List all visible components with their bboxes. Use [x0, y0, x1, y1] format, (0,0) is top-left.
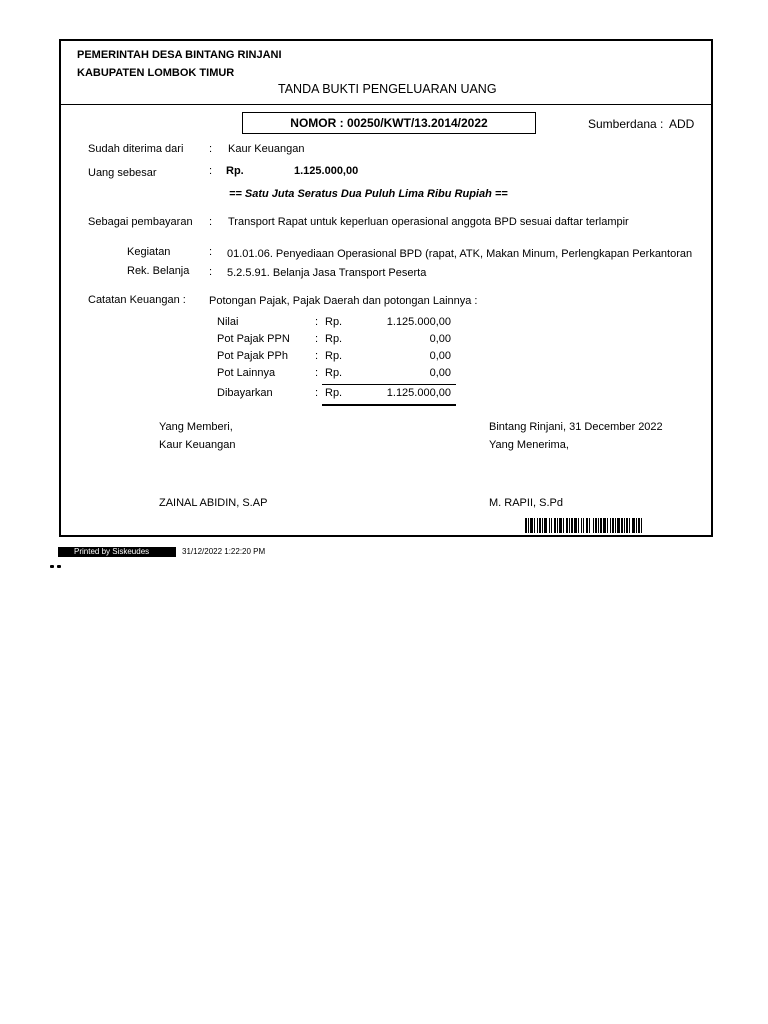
sumberdana-label: Sumberdana : — [588, 117, 664, 131]
regency-name: KABUPATEN LOMBOK TIMUR — [77, 67, 235, 79]
giver-name: ZAINAL ABIDIN, S.AP — [159, 497, 268, 509]
amount-label: Uang sebesar — [88, 167, 157, 179]
subtotal-rule — [322, 384, 456, 385]
payment-for-value: Transport Rapat untuk keperluan operasional anggota BPD sesuai daftar terlampir — [228, 216, 629, 228]
kegiatan-label: Kegiatan — [127, 246, 171, 258]
total-currency: Rp. — [325, 387, 343, 399]
rek-belanja-label: Rek. Belanja — [127, 265, 190, 277]
row-label: Pot Lainnya — [217, 367, 276, 379]
row-colon: : — [315, 333, 319, 345]
document-title: TANDA BUKTI PENGELUARAN UANG — [278, 82, 497, 96]
kegiatan-colon: : — [209, 246, 213, 258]
page-edge-mark — [50, 565, 64, 568]
catatan-label: Catatan Keuangan : — [88, 294, 186, 306]
row-amount: 1.125.000,00 — [386, 316, 451, 328]
printed-timestamp: 31/12/2022 1:22:20 PM — [182, 547, 266, 556]
row-currency: Rp. — [325, 333, 343, 345]
row-currency: Rp. — [325, 316, 343, 328]
row-label: Pot Pajak PPN — [217, 333, 290, 345]
received-from-label: Sudah diterima dari — [88, 143, 184, 155]
catatan-description: Potongan Pajak, Pajak Daerah dan potongan Lainnya : — [209, 295, 478, 307]
payment-for-label: Sebagai pembayaran — [88, 216, 193, 228]
row-amount: 0,00 — [429, 350, 451, 362]
barcode — [525, 518, 699, 533]
place-date: Bintang Rinjani, 31 December 2022 — [489, 421, 663, 433]
row-label: Nilai — [217, 316, 239, 328]
total-colon: : — [315, 387, 319, 399]
row-amount: 0,00 — [429, 367, 451, 379]
total-label: Dibayarkan — [217, 387, 273, 399]
receiver-title: Yang Menerima, — [489, 439, 569, 451]
giver-position: Kaur Keuangan — [159, 439, 236, 451]
received-from-colon: : — [209, 143, 213, 155]
row-colon: : — [315, 350, 319, 362]
total-rule — [322, 404, 456, 406]
received-from-value: Kaur Keuangan — [228, 143, 305, 155]
printed-by-label: Printed by Siskeudes — [58, 547, 176, 557]
amount-currency: Rp. — [226, 165, 244, 177]
government-name: PEMERINTAH DESA BINTANG RINJANI — [77, 49, 282, 61]
amount-colon: : — [209, 165, 213, 177]
amount-value: 1.125.000,00 — [294, 165, 359, 177]
document-number: NOMOR : 00250/KWT/13.2014/2022 — [242, 112, 536, 134]
kegiatan-value: 01.01.06. Penyediaan Operasional BPD (rapat, ATK, Makan Minum, Perlengkapan Perkantoran — [227, 248, 693, 260]
total-amount: 1.125.000,00 — [386, 387, 451, 399]
row-amount: 0,00 — [429, 333, 451, 345]
payment-for-colon: : — [209, 216, 213, 228]
row-currency: Rp. — [325, 350, 343, 362]
sumberdana-value: ADD — [669, 117, 695, 131]
giver-title: Yang Memberi, — [159, 421, 233, 433]
receiver-name: M. RAPII, S.Pd — [489, 497, 563, 509]
amount-in-words: == Satu Juta Seratus Dua Puluh Lima Ribu Rupiah == — [229, 188, 508, 200]
row-label: Pot Pajak PPh — [217, 350, 288, 362]
rek-belanja-colon: : — [209, 266, 213, 278]
header-divider — [59, 104, 713, 105]
row-colon: : — [315, 367, 319, 379]
rek-belanja-value: 5.2.5.91. Belanja Jasa Transport Peserta — [227, 267, 427, 279]
row-currency: Rp. — [325, 367, 343, 379]
row-colon: : — [315, 316, 319, 328]
